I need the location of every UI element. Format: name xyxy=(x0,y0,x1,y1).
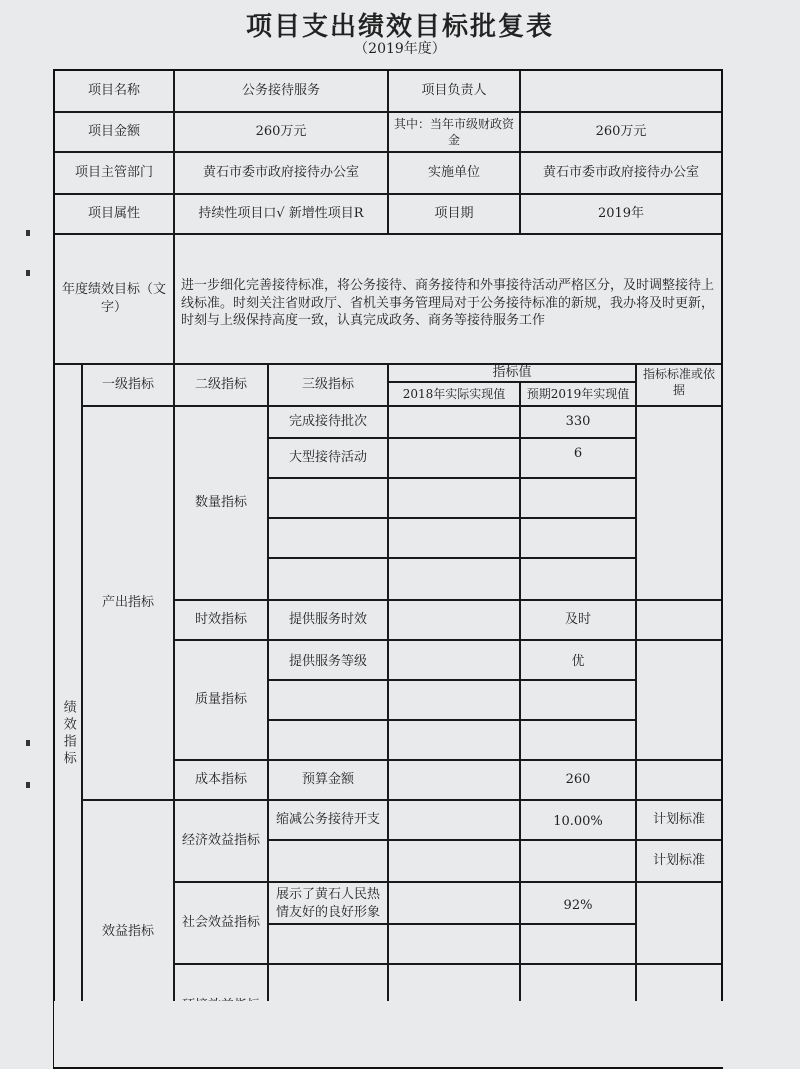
punch-hole-mark xyxy=(26,740,30,746)
c1-2019: 260 xyxy=(520,760,636,800)
project-amount-value: 260万元 xyxy=(174,112,388,152)
q3-2018 xyxy=(388,478,520,518)
t1-2019: 及时 xyxy=(520,600,636,640)
implementing-unit-value: 黄石市委市政府接待办公室 xyxy=(520,152,722,194)
page-subtitle-year: （2019年度） xyxy=(354,41,446,57)
quantity-basis xyxy=(636,406,722,600)
header-basis: 指标标准或依据 xyxy=(636,364,722,406)
project-period-label: 项目期 xyxy=(388,194,520,234)
city-fund-label: 其中：当年市级财政资金 xyxy=(388,112,520,152)
q5-name xyxy=(268,558,388,600)
project-name-value: 公务接待服务 xyxy=(174,70,388,112)
ql2-2018 xyxy=(388,680,520,720)
city-fund-value: 260万元 xyxy=(520,112,722,152)
ql3-2018 xyxy=(388,720,520,760)
supervising-dept-value: 黄石市委市政府接待办公室 xyxy=(174,152,388,194)
annual-goal-text: 进一步细化完善接待标准，将公务接待、商务接待和外事接待活动严格区分，及时调整接待上线标准。时刻关注省财政厅、省机关事务管理局对于公务接待标准的新规，我办将及时更新，时刻与上级保持高度一致，认真完成政务、商务等接待服务工作 xyxy=(174,234,722,364)
q2-2018 xyxy=(388,438,520,478)
ql2-2019 xyxy=(520,680,636,720)
q4-2019 xyxy=(520,518,636,558)
project-name-label: 项目名称 xyxy=(54,70,174,112)
header-level1: 一级指标 xyxy=(82,364,174,406)
indicators-side-column xyxy=(54,364,82,1064)
social-indicators: 社会效益指标 xyxy=(174,882,268,964)
t1-basis xyxy=(636,600,722,640)
header-level2: 二级指标 xyxy=(174,364,268,406)
q4-2018 xyxy=(388,518,520,558)
s1-name: 展示了黄石人民热情友好的良好形象 xyxy=(268,882,388,924)
annual-goal-label: 年度绩效目标（文字） xyxy=(54,234,174,364)
q3-2019 xyxy=(520,478,636,518)
s1-2018 xyxy=(388,882,520,924)
header-2019-expected: 预期2019年实现值 xyxy=(520,382,636,406)
ql3-2019 xyxy=(520,720,636,760)
project-amount-label: 项目金额 xyxy=(54,112,174,152)
quality-basis xyxy=(636,640,722,760)
punch-hole-mark xyxy=(26,270,30,276)
project-attr-value: 持续性项目口√ 新增性项目R xyxy=(174,194,388,234)
supervising-dept-label: 项目主管部门 xyxy=(54,152,174,194)
project-period-value: 2019年 xyxy=(520,194,722,234)
benefit-indicators: 效益指标 xyxy=(82,800,174,1064)
q4-name xyxy=(268,518,388,558)
q2-name: 大型接待活动 xyxy=(268,438,388,478)
s2-2018 xyxy=(388,924,520,964)
timeliness-indicators: 时效指标 xyxy=(174,600,268,640)
project-leader-label: 项目负责人 xyxy=(388,70,520,112)
e2-2019 xyxy=(520,840,636,882)
s1-2019: 92% xyxy=(520,882,636,924)
project-leader-value xyxy=(520,70,722,112)
c1-name: 预算金额 xyxy=(268,760,388,800)
header-2018-actual: 2018年实际实现值 xyxy=(388,382,520,406)
e1-2019: 10.00% xyxy=(520,800,636,840)
e1-name: 缩减公务接待开支 xyxy=(268,800,388,840)
e2-2018 xyxy=(388,840,520,882)
quality-indicators: 质量指标 xyxy=(174,640,268,760)
punch-hole-mark xyxy=(26,230,30,236)
e2-name xyxy=(268,840,388,882)
s2-name xyxy=(268,924,388,964)
ql1-name: 提供服务等级 xyxy=(268,640,388,680)
cost-indicators: 成本指标 xyxy=(174,760,268,800)
c1-basis xyxy=(636,760,722,800)
economic-indicators: 经济效益指标 xyxy=(174,800,268,882)
q5-2019 xyxy=(520,558,636,600)
q1-name: 完成接待批次 xyxy=(268,406,388,438)
page-title: 项目支出绩效目标批复表 xyxy=(245,12,554,42)
header-level3: 三级指标 xyxy=(268,364,388,406)
ql3-name xyxy=(268,720,388,760)
output-indicators: 产出指标 xyxy=(82,406,174,800)
punch-hole-mark xyxy=(26,782,30,788)
indicators-side-label: 绩效指标 xyxy=(60,700,76,768)
e1-basis: 计划标准 xyxy=(636,800,722,840)
ql1-2019: 优 xyxy=(520,640,636,680)
t1-2018 xyxy=(388,600,520,640)
implementing-unit-label: 实施单位 xyxy=(388,152,520,194)
social-basis xyxy=(636,882,722,964)
photo-bottom-crop xyxy=(54,1001,800,1067)
q3-name xyxy=(268,478,388,518)
e2-basis: 计划标准 xyxy=(636,840,722,882)
c1-2018 xyxy=(388,760,520,800)
header-indicator-value: 指标值 xyxy=(388,364,636,382)
ql1-2018 xyxy=(388,640,520,680)
ql2-name xyxy=(268,680,388,720)
e1-2018 xyxy=(388,800,520,840)
q5-2018 xyxy=(388,558,520,600)
q1-2019: 330 xyxy=(520,406,636,438)
q1-2018 xyxy=(388,406,520,438)
s2-2019 xyxy=(520,924,636,964)
quantity-indicators: 数量指标 xyxy=(174,406,268,600)
q2-2019: 6 xyxy=(520,438,636,478)
t1-name: 提供服务时效 xyxy=(268,600,388,640)
project-attr-label: 项目属性 xyxy=(54,194,174,234)
